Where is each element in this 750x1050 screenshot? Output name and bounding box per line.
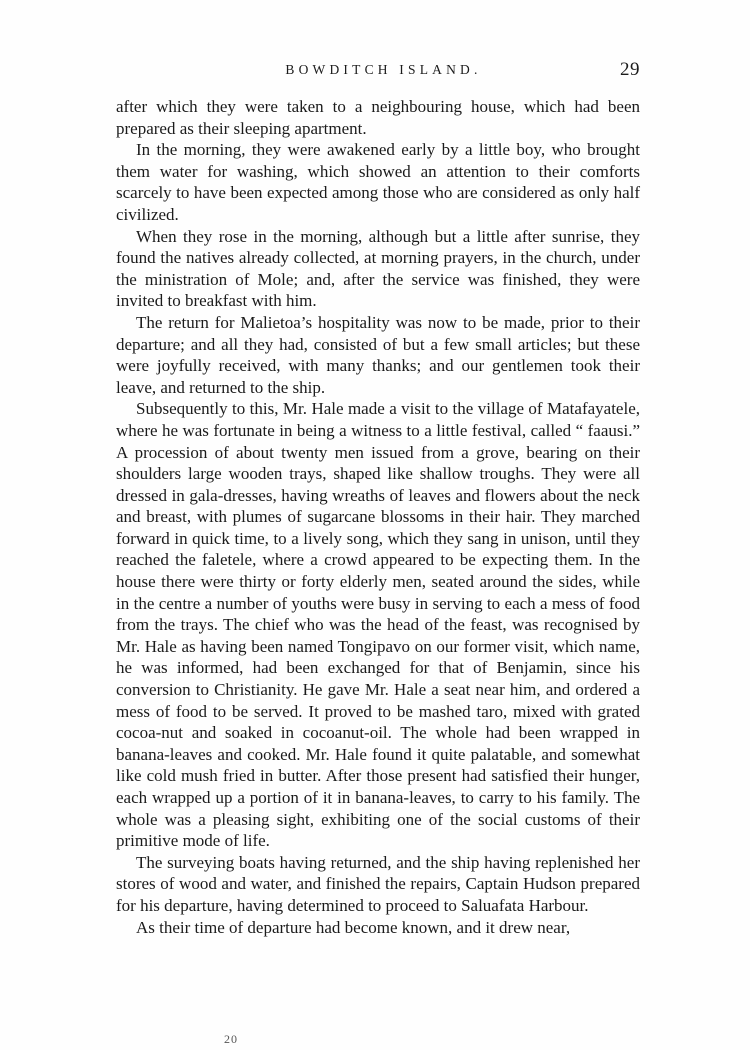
paragraph: The return for Malietoa’s hospitality was now to be made, prior to their departure; and all they had, consisted of but a few small articles; but these were joyfully received, with many thanks; and our gentlemen took their leave, and returned to the ship. [116, 312, 640, 397]
paragraph: When they rose in the morning, although but a little after sunrise, they found the natives already collected, at morning prayers, in the church, under the ministration of Mole; and, after the service was finished, they were invited to breakfast with him. [116, 226, 640, 311]
running-head [115, 60, 640, 86]
page-number: 29 [620, 59, 640, 80]
signature-mark: 20 [224, 1032, 238, 1046]
paragraph: Subsequently to this, Mr. Hale made a visit to the village of Matafayatele, where he was fortunate in being a witness to a little festival, called “ faausi.” A procession of about twenty men issued from a grove, bearing on their shoulders large wooden trays, shaped like shallow troughs. They were all dressed in gala-dresses, having wreaths of leaves and flowers about the neck and breast, with plumes of sugarcane blossoms in their hair. They marched forward in quick time, to a lively song, which they sang in unison, until they reached the faletele, where a crowd appeared to be expecting them. In the house there were thirty or forty elderly men, seated around the sides, while in the centre a number of youths were busy in serving to each a mess of food from the trays. The chief who was the head of the feast, was recognised by Mr. Hale as having been named Tongipavo on our former visit, which name, he was informed, had been exchanged for that of Benjamin, since his conversion to Christianity. He gave Mr. Hale a seat near him, and ordered a mess of food to be served. It proved to be mashed taro, mixed with grated cocoa-nut and soaked in cocoanut-oil. The whole had been wrapped in banana-leaves and cooked. Mr. Hale found it quite palatable, and somewhat like cold mush fried in butter. After those present had satisfied their hunger, each wrapped up a portion of it in banana-leaves, to carry to his family. The whole was a pleasing sight, exhibiting one of the social customs of their primitive mode of life. [116, 399, 640, 851]
paragraph: In the morning, they were awakened early by a little boy, who brought them water for washing, which showed an attention to their comforts scarcely to have been expected among those who are considered as only half civilized. [116, 140, 640, 224]
running-head-title: BOWDITCH ISLAND. [285, 62, 482, 77]
paragraph: The surveying boats having returned, and the ship having replenished her stores of wood and water, and finished the repairs, Captain Hudson prepared for his departure, having determined to proceed to Saluafata Harbour. [116, 852, 640, 915]
paragraph: As their time of departure had become known, and it drew near, [136, 917, 571, 937]
paragraph: after which they were taken to a neighbouring house, which had been prepared as their sleeping apartment. [116, 97, 640, 138]
body-text [116, 96, 640, 938]
